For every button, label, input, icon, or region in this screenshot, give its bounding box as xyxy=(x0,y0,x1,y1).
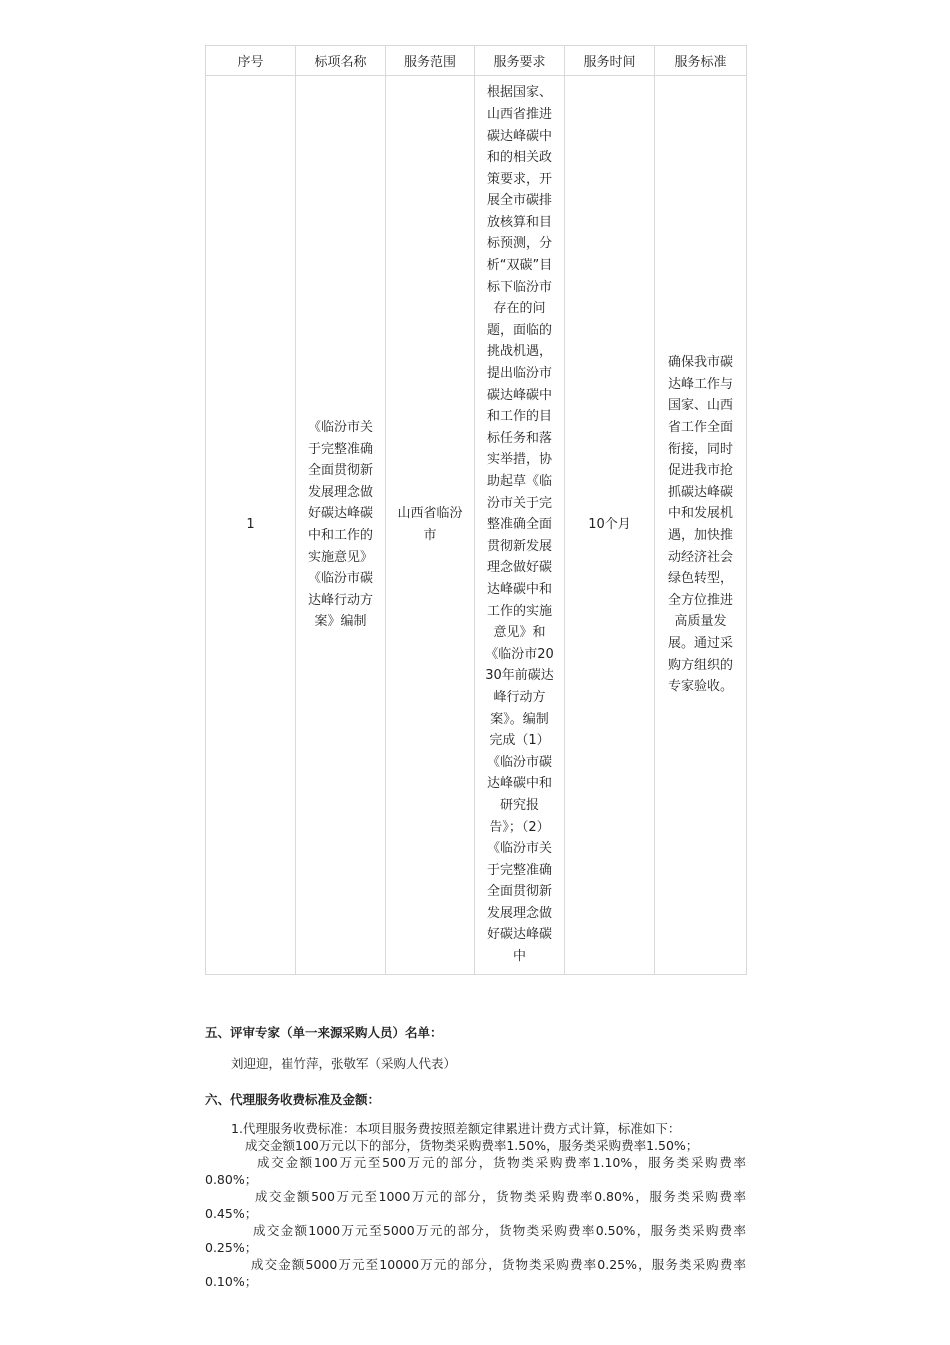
fee-line-tier1: 成交金额100万元以下的部分，货物类采购费率1.50%，服务类采购费率1.50%； xyxy=(245,1138,699,1153)
cell-name: 《临汾市关于完整准确全面贯彻新发展理念做好碳达峰碳中和工作的实施意见》《临汾市碳达峰行动方案》编制 xyxy=(296,76,386,975)
section5-body: 刘迎迎，崔竹萍，张敬军（采购人代表） xyxy=(231,1056,457,1071)
cell-index: 1 xyxy=(206,76,296,975)
header-name: 标项名称 xyxy=(296,46,386,76)
document-page xyxy=(205,45,746,1289)
header-index: 序号 xyxy=(206,46,296,76)
section6-title: 六、代理服务收费标准及金额： xyxy=(205,1092,381,1107)
cell-requirements: 根据国家、山西省推进碳达峰碳中和的相关政策要求，开展全市碳排放核算和目标预测，分析“双碳”目标下临汾市存在的问题，面临的挑战机遇，提出临汾市碳达峰碳中和工作的目标任务和落实举措，协助起草《临汾市关于完整准确全面贯彻新发展理念做好碳达峰碳中和工作的实施意见》和《临汾市2030年前碳达峰行动方案》。编制完成（1）《临汾市碳达峰碳中和研究报告》；（2）《临汾市关于完整准确全面贯彻新发展理念做好碳达峰碳中 xyxy=(475,76,565,975)
fee-standard-list xyxy=(205,1120,746,1290)
cell-scope: 山西省临汾市 xyxy=(386,76,475,975)
table-row xyxy=(206,76,747,975)
header-standard: 服务标准 xyxy=(655,46,747,76)
section5-title: 五、评审专家（单一来源采购人员）名单： xyxy=(205,1025,443,1040)
cell-standard: 确保我市碳达峰工作与国家、山西省工作全面衔接，同时促进我市抢抓碳达峰碳中和发展机遇，加快推动经济社会绿色转型，全方位推进高质量发展。通过采购方组织的专家验收。 xyxy=(655,76,747,975)
cell-time: 10个月 xyxy=(565,76,655,975)
fee-line-tier5: 成交金额5000万元至10000万元的部分，货物类采购费率0.25%，服务类采购费率0.10%； xyxy=(205,1257,746,1289)
header-scope: 服务范围 xyxy=(386,46,475,76)
fee-line-tier3: 成交金额500万元至1000万元的部分，货物类采购费率0.80%，服务类采购费率0.45%； xyxy=(205,1189,746,1221)
fee-line-intro: 1.代理服务收费标准：本项目服务费按照差额定律累进计费方式计算，标准如下： xyxy=(231,1121,681,1136)
header-time: 服务时间 xyxy=(565,46,655,76)
procurement-table xyxy=(205,45,747,975)
table-header-row xyxy=(206,46,747,76)
fee-line-tier4: 成交金额1000万元至5000万元的部分，货物类采购费率0.50%，服务类采购费率0.25%； xyxy=(205,1223,746,1255)
header-requirements: 服务要求 xyxy=(475,46,565,76)
fee-line-tier2: 成交金额100万元至500万元的部分，货物类采购费率1.10%，服务类采购费率0.80%； xyxy=(205,1155,746,1187)
